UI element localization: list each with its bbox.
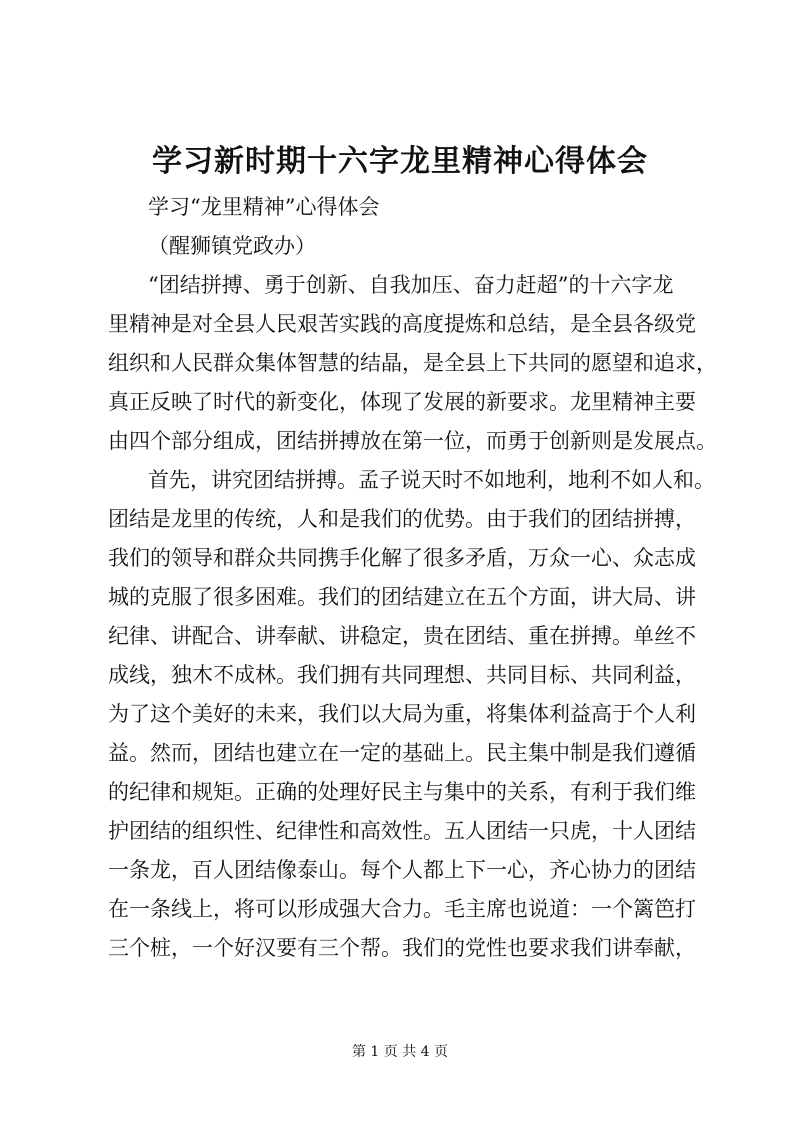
paragraph-line: 组织和人民群众集体智慧的结晶，是全县上下共同的愿望和追求， — [108, 351, 717, 375]
document-subtitle: 学习“龙里精神”心得体会 — [148, 195, 380, 219]
paragraph-line: 益。然而，团结也建立在一定的基础上。民主集中制是我们遵循 — [108, 741, 696, 765]
paragraph-line: 三个桩，一个好汉要有三个帮。我们的党性也要求我们讲奉献， — [108, 936, 696, 960]
paragraph-line: 一条龙，百人团结像泰山。每个人都上下一心，齐心协力的团结 — [108, 858, 696, 882]
document-title: 学习新时期十六字龙里精神心得体会 — [152, 144, 648, 179]
paragraph-line: 纪律、讲配合、讲奉献、讲稳定，贵在团结、重在拼搏。单丝不 — [108, 624, 696, 648]
page-footer: 第 1 页 共 4 页 — [351, 1044, 449, 1060]
paragraph-line: 真正反映了时代的新变化，体现了发展的新要求。龙里精神主要 — [108, 390, 696, 414]
paragraph-line: 成线，独木不成林。我们拥有共同理想、共同目标、共同利益， — [108, 663, 696, 687]
paragraph-line: 由四个部分组成，团结拼搏放在第一位，而勇于创新则是发展点。 — [108, 429, 717, 453]
paragraph-line: “团结拼搏、勇于创新、自我加压、奋力赶超”的十六字龙 — [148, 273, 674, 297]
paragraph-line: 我们的领导和群众共同携手化解了很多矛盾，万众一心、众志成 — [108, 546, 696, 570]
document-author: （醒狮镇党政办） — [148, 234, 316, 258]
paragraph-line: 城的克服了很多困难。我们的团结建立在五个方面，讲大局、讲 — [108, 585, 696, 609]
paragraph-line: 的纪律和规矩。正确的处理好民主与集中的关系，有利于我们维 — [108, 780, 696, 804]
paragraph-line: 里精神是对全县人民艰苦实践的高度提炼和总结，是全县各级党 — [108, 312, 696, 336]
paragraph-line: 团结是龙里的传统，人和是我们的优势。由于我们的团结拼搏， — [108, 507, 696, 531]
paragraph-line: 在一条线上，将可以形成强大合力。毛主席也说道：一个篱笆打 — [108, 897, 696, 921]
paragraph-line: 护团结的组织性、纪律性和高效性。五人团结一只虎，十人团结 — [108, 819, 696, 843]
paragraph-line: 首先，讲究团结拼搏。孟子说天时不如地利，地利不如人和。 — [148, 468, 715, 492]
paragraph-line: 为了这个美好的未来，我们以大局为重，将集体利益高于个人利 — [108, 702, 696, 726]
